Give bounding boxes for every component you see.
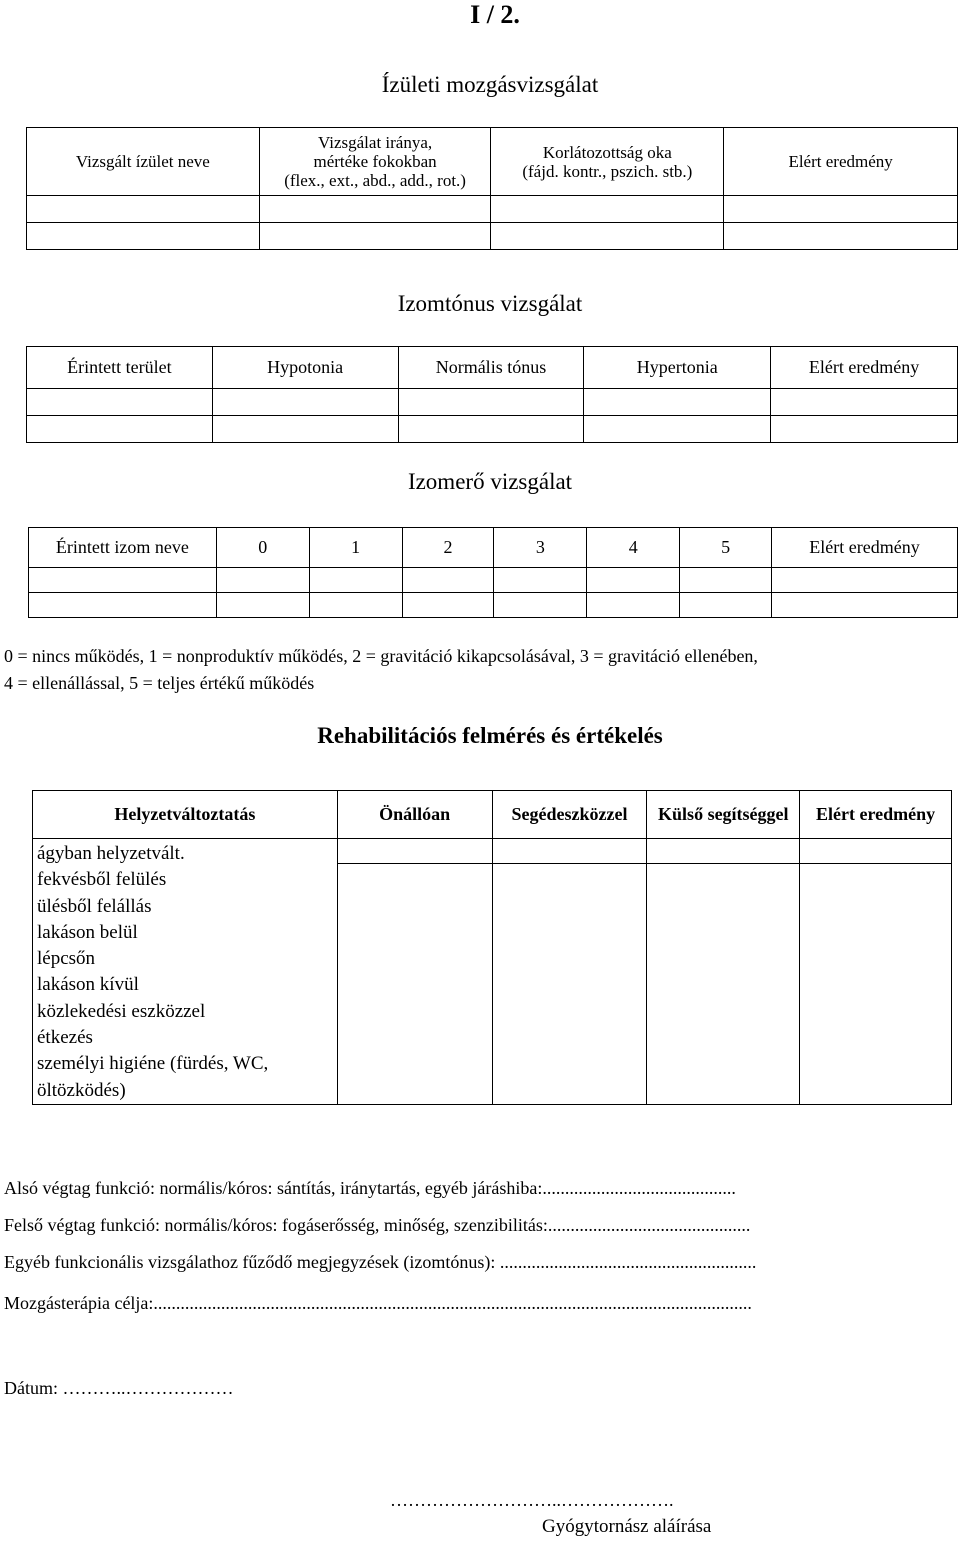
joint-cell[interactable]	[259, 196, 491, 223]
tone-header-normal: Normális tónus	[398, 347, 584, 389]
tone-cell[interactable]	[212, 389, 398, 416]
list-item: közlekedési eszközzel	[37, 1000, 206, 1022]
list-item: személyi higiéne (fürdés, WC,	[37, 1053, 269, 1075]
joint-cell[interactable]	[724, 223, 958, 250]
tone-cell[interactable]	[27, 389, 213, 416]
list-item: lépcsőn	[37, 948, 96, 970]
joint-cell[interactable]	[27, 223, 260, 250]
joint-cell[interactable]	[491, 196, 724, 223]
tone-table	[26, 346, 958, 443]
table-row	[29, 593, 958, 618]
joint-section-title: Ízületi mozgásvizsgálat	[381, 72, 599, 97]
strength-header-0: 0	[216, 528, 309, 568]
list-item: lakáson kívül	[37, 974, 139, 996]
joint-header-result: Elért eredmény	[724, 128, 958, 196]
joint-header-limitation: Korlátozottság oka (fájd. kontr., pszich. stb.)	[491, 128, 724, 196]
strength-cell[interactable]	[29, 568, 217, 593]
list-item: ágyban helyzetvált.	[37, 843, 185, 864]
rehab-header-change: Helyzetváltoztatás	[33, 791, 338, 839]
strength-table	[28, 527, 958, 618]
joint-table	[26, 127, 958, 250]
strength-cell[interactable]	[309, 593, 402, 618]
list-item: ülésből felállás	[37, 895, 152, 917]
therapy-goal-note: Mozgásterápia célja:.....................................................................................................................................	[4, 1293, 752, 1313]
tone-section-title: Izomtónus vizsgálat	[397, 291, 583, 316]
signature-line: ………………………..……………….	[390, 1490, 674, 1510]
strength-cell[interactable]	[772, 593, 958, 618]
functional-note: Egyéb funkcionális vizsgálathoz fűződő megjegyzések (izomtónus): .........................................................	[4, 1252, 757, 1272]
page-number: I / 2.	[470, 0, 520, 29]
strength-cell[interactable]	[587, 593, 680, 618]
strength-cell[interactable]	[772, 568, 958, 593]
tone-cell[interactable]	[771, 416, 958, 443]
joint-cell[interactable]	[724, 196, 958, 223]
table-row	[27, 389, 958, 416]
list-item: fekvésből felülés	[37, 869, 167, 891]
strength-cell[interactable]	[309, 568, 402, 593]
rehab-table	[32, 790, 952, 1105]
tone-cell[interactable]	[398, 416, 584, 443]
tone-cell[interactable]	[398, 389, 584, 416]
rehab-cell[interactable]	[492, 864, 647, 1105]
tone-header-area: Érintett terület	[27, 347, 213, 389]
rehab-header-independent: Önállóan	[337, 791, 492, 839]
tone-header-result: Elért eredmény	[771, 347, 958, 389]
strength-header-3: 3	[494, 528, 587, 568]
lower-limb-note: Alsó végtag funkció: normális/kóros: sántítás, iránytartás, egyéb járáshiba:...........................................	[4, 1178, 736, 1198]
strength-header-1: 1	[309, 528, 402, 568]
strength-header-muscle: Érintett izom neve	[29, 528, 217, 568]
strength-legend: 0 = nincs működés, 1 = nonproduktív működés, 2 = gravitáció kikapcsolásával, 3 = gravitáció ellenében, 4 = ellenállással, 5 = teljes értékű működés	[4, 646, 758, 693]
table-row	[27, 416, 958, 443]
list-item: lakáson belül	[37, 921, 138, 943]
rehab-header-aid: Segédeszközzel	[492, 791, 647, 839]
strength-cell[interactable]	[402, 593, 494, 618]
strength-cell[interactable]	[680, 568, 772, 593]
rehab-cell[interactable]	[337, 839, 492, 864]
rehab-cell[interactable]	[337, 864, 492, 1105]
list-item: étkezés	[37, 1027, 93, 1049]
rehab-header-help: Külső segítséggel	[647, 791, 800, 839]
tone-cell[interactable]	[27, 416, 213, 443]
table-row	[27, 223, 958, 250]
strength-cell[interactable]	[680, 593, 772, 618]
strength-header-5: 5	[680, 528, 772, 568]
strength-cell[interactable]	[494, 568, 587, 593]
rehab-cell[interactable]	[647, 864, 800, 1105]
strength-cell[interactable]	[587, 568, 680, 593]
rehab-item-list	[33, 839, 338, 1105]
joint-header-name: Vizsgált ízület neve	[27, 128, 260, 196]
strength-cell[interactable]	[494, 593, 587, 618]
upper-limb-note: Felső végtag funkció: normális/kóros: fogáserősség, minőség, szenzibilitás:.............................................	[4, 1215, 751, 1235]
rehab-section-title: Rehabilitációs felmérés és értékelés	[317, 723, 663, 748]
strength-header-result: Elért eredmény	[772, 528, 958, 568]
strength-cell[interactable]	[216, 593, 309, 618]
date-line: Dátum: ………..………………	[4, 1378, 234, 1398]
list-item: öltözködés)	[37, 1079, 126, 1101]
strength-section-title: Izomerő vizsgálat	[407, 469, 573, 494]
table-row	[27, 196, 958, 223]
rehab-header-result: Elért eredmény	[800, 791, 952, 839]
rehab-cell[interactable]	[800, 864, 952, 1105]
joint-cell[interactable]	[259, 223, 491, 250]
tone-cell[interactable]	[212, 416, 398, 443]
strength-cell[interactable]	[402, 568, 494, 593]
joint-cell[interactable]	[491, 223, 724, 250]
rehab-cell[interactable]	[647, 839, 800, 864]
strength-cell[interactable]	[216, 568, 309, 593]
rehab-cell[interactable]	[492, 839, 647, 864]
tone-header-hypertonia: Hypertonia	[584, 347, 771, 389]
tone-header-hypotonia: Hypotonia	[212, 347, 398, 389]
joint-header-direction: Vizsgálat iránya, mértéke fokokban (flex., ext., abd., add., rot.)	[259, 128, 491, 196]
signature-label: Gyógytornász aláírása	[542, 1516, 712, 1537]
tone-cell[interactable]	[584, 416, 771, 443]
tone-cell[interactable]	[584, 389, 771, 416]
strength-header-4: 4	[587, 528, 680, 568]
tone-cell[interactable]	[771, 389, 958, 416]
rehab-cell[interactable]	[800, 839, 952, 864]
joint-cell[interactable]	[27, 196, 260, 223]
strength-header-2: 2	[402, 528, 494, 568]
table-row	[29, 568, 958, 593]
strength-cell[interactable]	[29, 593, 217, 618]
